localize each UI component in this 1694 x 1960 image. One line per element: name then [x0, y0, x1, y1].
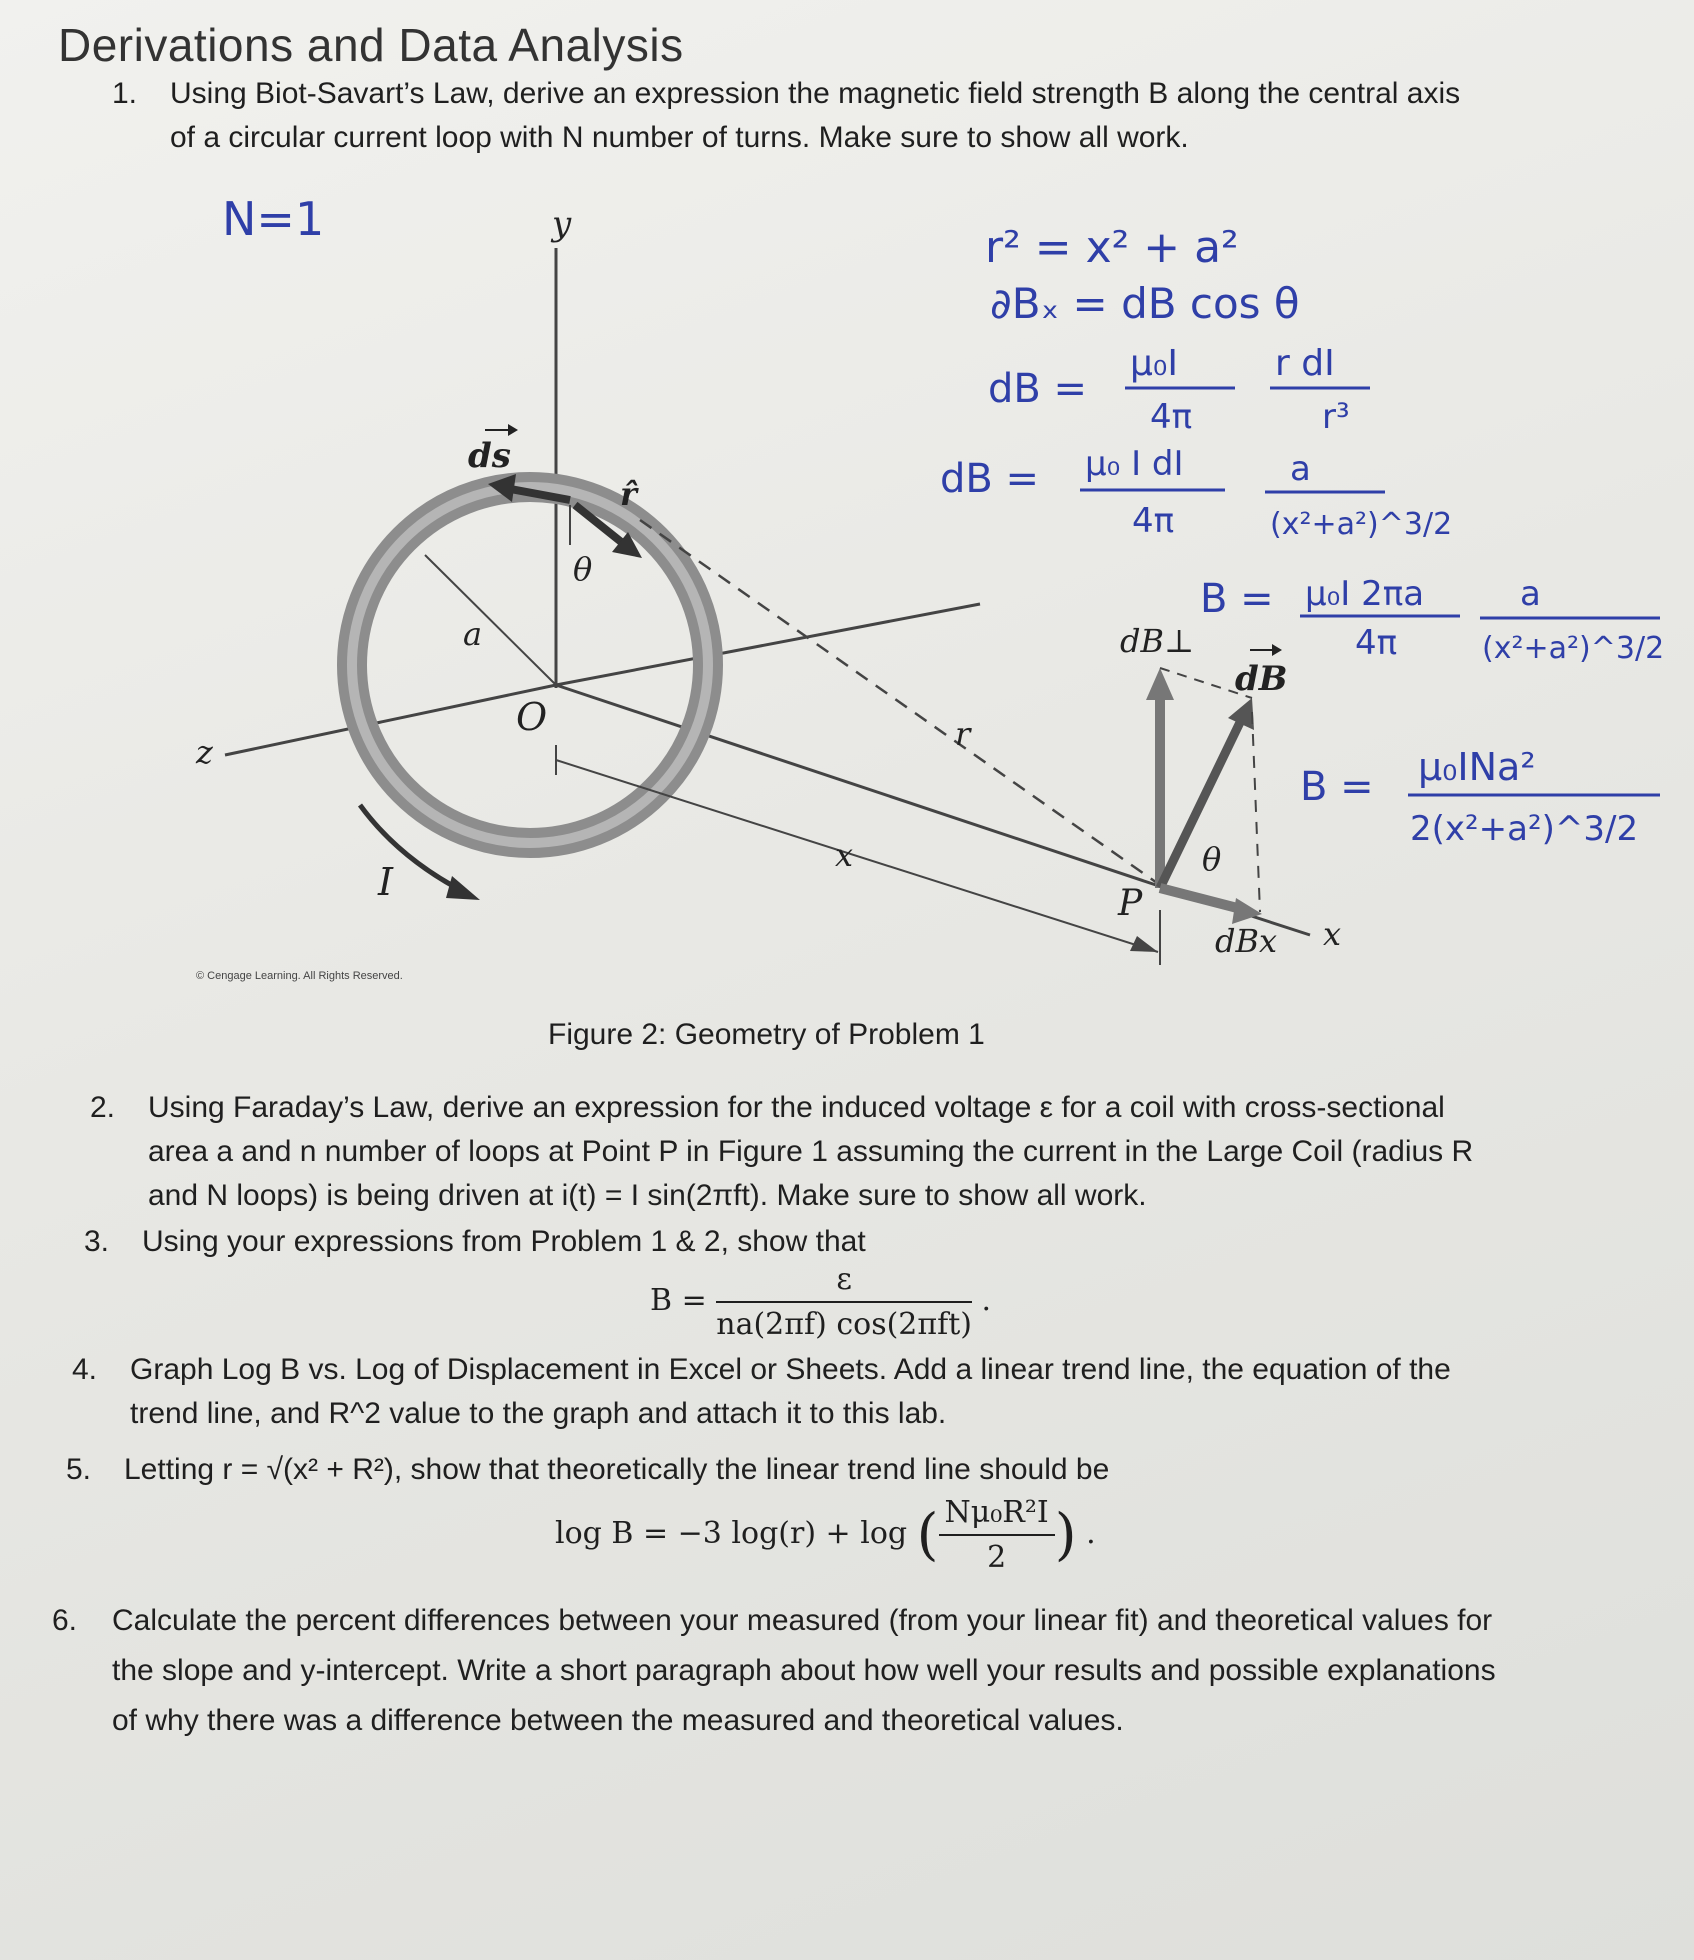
question-text: Using your expressions from Problem 1 & 2, show that	[142, 1225, 866, 1258]
hand-line-5-f2-num: a	[1520, 574, 1541, 614]
dBperp-label: dB⊥	[1120, 622, 1195, 660]
hand-line-3-f1-num: μ₀I	[1130, 343, 1178, 384]
hand-line-4-f1-num: μ₀ I dI	[1085, 444, 1184, 484]
question-number: 3.	[84, 1225, 110, 1258]
hand-line-5-lhs: B =	[1200, 576, 1274, 622]
y-label: y	[552, 204, 572, 244]
radius-line	[425, 555, 556, 685]
x-distance-arrowhead	[1130, 936, 1158, 952]
question-text: Graph Log B vs. Log of Displacement in Excel or Sheets. Add a linear trend line, the equation of the trend line, and R^2 value to the graph and attach it to this lab.	[130, 1353, 1451, 1430]
equation-end: .	[981, 1283, 992, 1318]
r-label: r	[955, 715, 971, 753]
question-text: Using Faraday’s Law, derive an expression for the induced voltage ε for a coil with cross-sectional area a and n number of loops at Point P in Figure 1 assuming the current in the Large Coil (radius R and N loops) is being driven at i(t) = I sin(2πft). Make sure to show all work.	[148, 1091, 1474, 1212]
hand-n-equals: N=1	[222, 192, 325, 246]
dB-label: dB	[1235, 659, 1288, 699]
question-5	[66, 1448, 1504, 1492]
hand-line-1: r² = x² + a²	[985, 222, 1239, 273]
hand-line-5-f1-den: 4π	[1355, 623, 1398, 663]
question-number: 2.	[90, 1091, 116, 1124]
equation-denominator: 2	[987, 1540, 1007, 1575]
current-label: I	[378, 860, 394, 904]
question-text: Calculate the percent differences between your measured (from your linear fit) and theoretical values for the slope and y-intercept. Write a short paragraph about how well your results and possible explanations of why there was a difference between the measured and theoretical values.	[112, 1604, 1496, 1737]
a-label: a	[463, 615, 483, 653]
hand-line-3-f2-den: r³	[1322, 397, 1350, 437]
x-distance-label: x	[835, 836, 854, 874]
equation-numerator: Nμ₀R²I	[939, 1495, 1055, 1536]
dBx-vector	[1160, 888, 1245, 910]
theta-label-1: θ	[573, 550, 593, 588]
plane-line	[556, 604, 980, 685]
question-number: 5.	[66, 1453, 92, 1486]
question-6	[52, 1596, 1522, 1746]
rhat-label: r̂	[620, 475, 637, 513]
equation-5: log B = −3 log(r) + log ( $\frac{\text{Nμ₀R²I}}{2}$ ) .	[555, 1495, 1096, 1575]
question-2	[90, 1086, 1498, 1218]
figure-caption: Figure 2: Geometry of Problem 1	[548, 1018, 985, 1051]
hand-line-2: ∂Bₓ = dB cos θ	[990, 279, 1300, 328]
question-number: 1.	[112, 77, 138, 110]
point-p-label: P	[1118, 883, 1143, 924]
hand-line-4-f2-den: (x²+a²)^3/2	[1270, 507, 1453, 542]
theta-label-2: θ	[1202, 840, 1222, 878]
equation-numerator: ε	[716, 1262, 972, 1303]
figure-credit: © Cengage Learning. All Rights Reserved.	[196, 970, 403, 982]
hand-line-6-den: 2(x²+a²)^3/2	[1410, 809, 1639, 849]
question-number: 6.	[52, 1604, 78, 1637]
hand-line-5-f1-num: μ₀I 2πa	[1305, 574, 1425, 614]
equation-3	[650, 1262, 991, 1342]
equation-lhs: B =	[650, 1283, 707, 1318]
page-title: Derivations and Data Analysis	[58, 19, 684, 71]
equation-end: .	[1086, 1516, 1096, 1551]
hand-line-4-f1-den: 4π	[1132, 501, 1175, 541]
x-axis-label: x	[1323, 915, 1342, 953]
question-4	[72, 1348, 1510, 1436]
equation-lhs: log B = −3 log(r) + log	[555, 1516, 908, 1551]
z-label: z	[196, 733, 213, 771]
question-number: 4.	[72, 1353, 98, 1386]
hand-line-4-lhs: dB =	[940, 456, 1040, 502]
hand-line-5-f2-den: (x²+a²)^3/2	[1482, 631, 1665, 666]
hand-line-4-f2-num: a	[1290, 449, 1311, 489]
question-text: Letting r = √(x² + R²), show that theoretically the linear trend line should be	[124, 1453, 1110, 1486]
equation-fraction	[939, 1495, 1055, 1575]
hand-line-3-f2-num: r dI	[1275, 343, 1335, 384]
question-3	[84, 1220, 1492, 1264]
origin-label: O	[516, 695, 548, 739]
ds-label: ds	[468, 436, 511, 476]
hand-line-6-num: μ₀INa²	[1418, 745, 1536, 789]
hand-line-3-lhs: dB =	[988, 366, 1088, 412]
equation-denominator: na(2πf) cos(2πft)	[716, 1307, 972, 1342]
hand-line-6-lhs: B =	[1300, 764, 1374, 810]
hand-line-3-f1-den: 4π	[1150, 397, 1193, 437]
question-text: Using Biot-Savart’s Law, derive an expression the magnetic field strength B along the central axis of a circular current loop with N number of turns. Make sure to show all work.	[170, 77, 1461, 154]
equation-fraction	[716, 1262, 972, 1342]
z-axis	[225, 685, 556, 755]
dBx-label: dBx	[1215, 922, 1278, 960]
